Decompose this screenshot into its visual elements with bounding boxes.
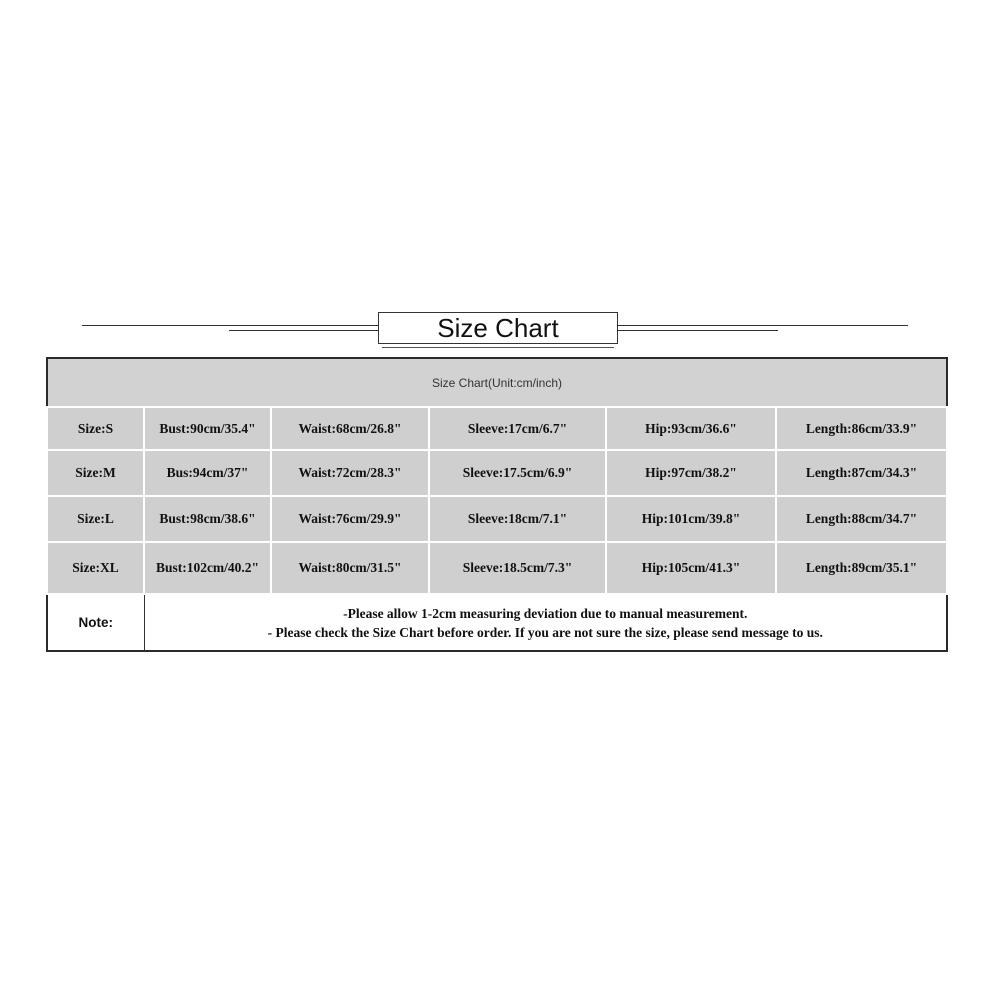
size-label: Size:XL bbox=[47, 542, 144, 594]
waist-cell: Waist:68cm/26.8" bbox=[271, 407, 429, 450]
note-line: -Please allow 1-2cm measuring deviation due to manual measurement. bbox=[343, 605, 748, 621]
sleeve-cell: Sleeve:18cm/7.1" bbox=[429, 496, 606, 542]
table-caption-row bbox=[47, 358, 947, 407]
table-row bbox=[47, 407, 947, 450]
note-text bbox=[144, 594, 947, 651]
page-title: Size Chart bbox=[378, 312, 618, 344]
bust-cell: Bust:90cm/35.4" bbox=[144, 407, 271, 450]
note-row bbox=[47, 594, 947, 651]
waist-cell: Waist:76cm/29.9" bbox=[271, 496, 429, 542]
size-label: Size:L bbox=[47, 496, 144, 542]
sleeve-cell: Sleeve:17cm/6.7" bbox=[429, 407, 606, 450]
note-label: Note: bbox=[47, 594, 144, 651]
hip-cell: Hip:105cm/41.3" bbox=[606, 542, 776, 594]
length-cell: Length:86cm/33.9" bbox=[776, 407, 947, 450]
hip-cell: Hip:93cm/36.6" bbox=[606, 407, 776, 450]
note-line: - Please check the Size Chart before order. If you are not sure the size, please send message to us. bbox=[267, 624, 823, 640]
bust-cell: Bust:102cm/40.2" bbox=[144, 542, 271, 594]
hip-cell: Hip:97cm/38.2" bbox=[606, 450, 776, 496]
waist-cell: Waist:80cm/31.5" bbox=[271, 542, 429, 594]
size-label: Size:S bbox=[47, 407, 144, 450]
waist-cell: Waist:72cm/28.3" bbox=[271, 450, 429, 496]
table-caption: Size Chart(Unit:cm/inch) bbox=[47, 358, 947, 407]
hip-cell: Hip:101cm/39.8" bbox=[606, 496, 776, 542]
header-rule-left-long bbox=[82, 325, 378, 326]
header-rule-right-short bbox=[616, 330, 778, 331]
bust-cell: Bust:98cm/38.6" bbox=[144, 496, 271, 542]
bust-cell: Bus:94cm/37" bbox=[144, 450, 271, 496]
length-cell: Length:87cm/34.3" bbox=[776, 450, 947, 496]
length-cell: Length:88cm/34.7" bbox=[776, 496, 947, 542]
table-row bbox=[47, 496, 947, 542]
size-label: Size:M bbox=[47, 450, 144, 496]
header-rule-right-long bbox=[616, 325, 908, 326]
header-rule-left-short bbox=[229, 330, 378, 331]
size-chart-header bbox=[0, 300, 1000, 360]
length-cell: Length:89cm/35.1" bbox=[776, 542, 947, 594]
sleeve-cell: Sleeve:18.5cm/7.3" bbox=[429, 542, 606, 594]
sleeve-cell: Sleeve:17.5cm/6.9" bbox=[429, 450, 606, 496]
table-row bbox=[47, 542, 947, 594]
size-chart-table bbox=[46, 357, 948, 652]
table-row bbox=[47, 450, 947, 496]
